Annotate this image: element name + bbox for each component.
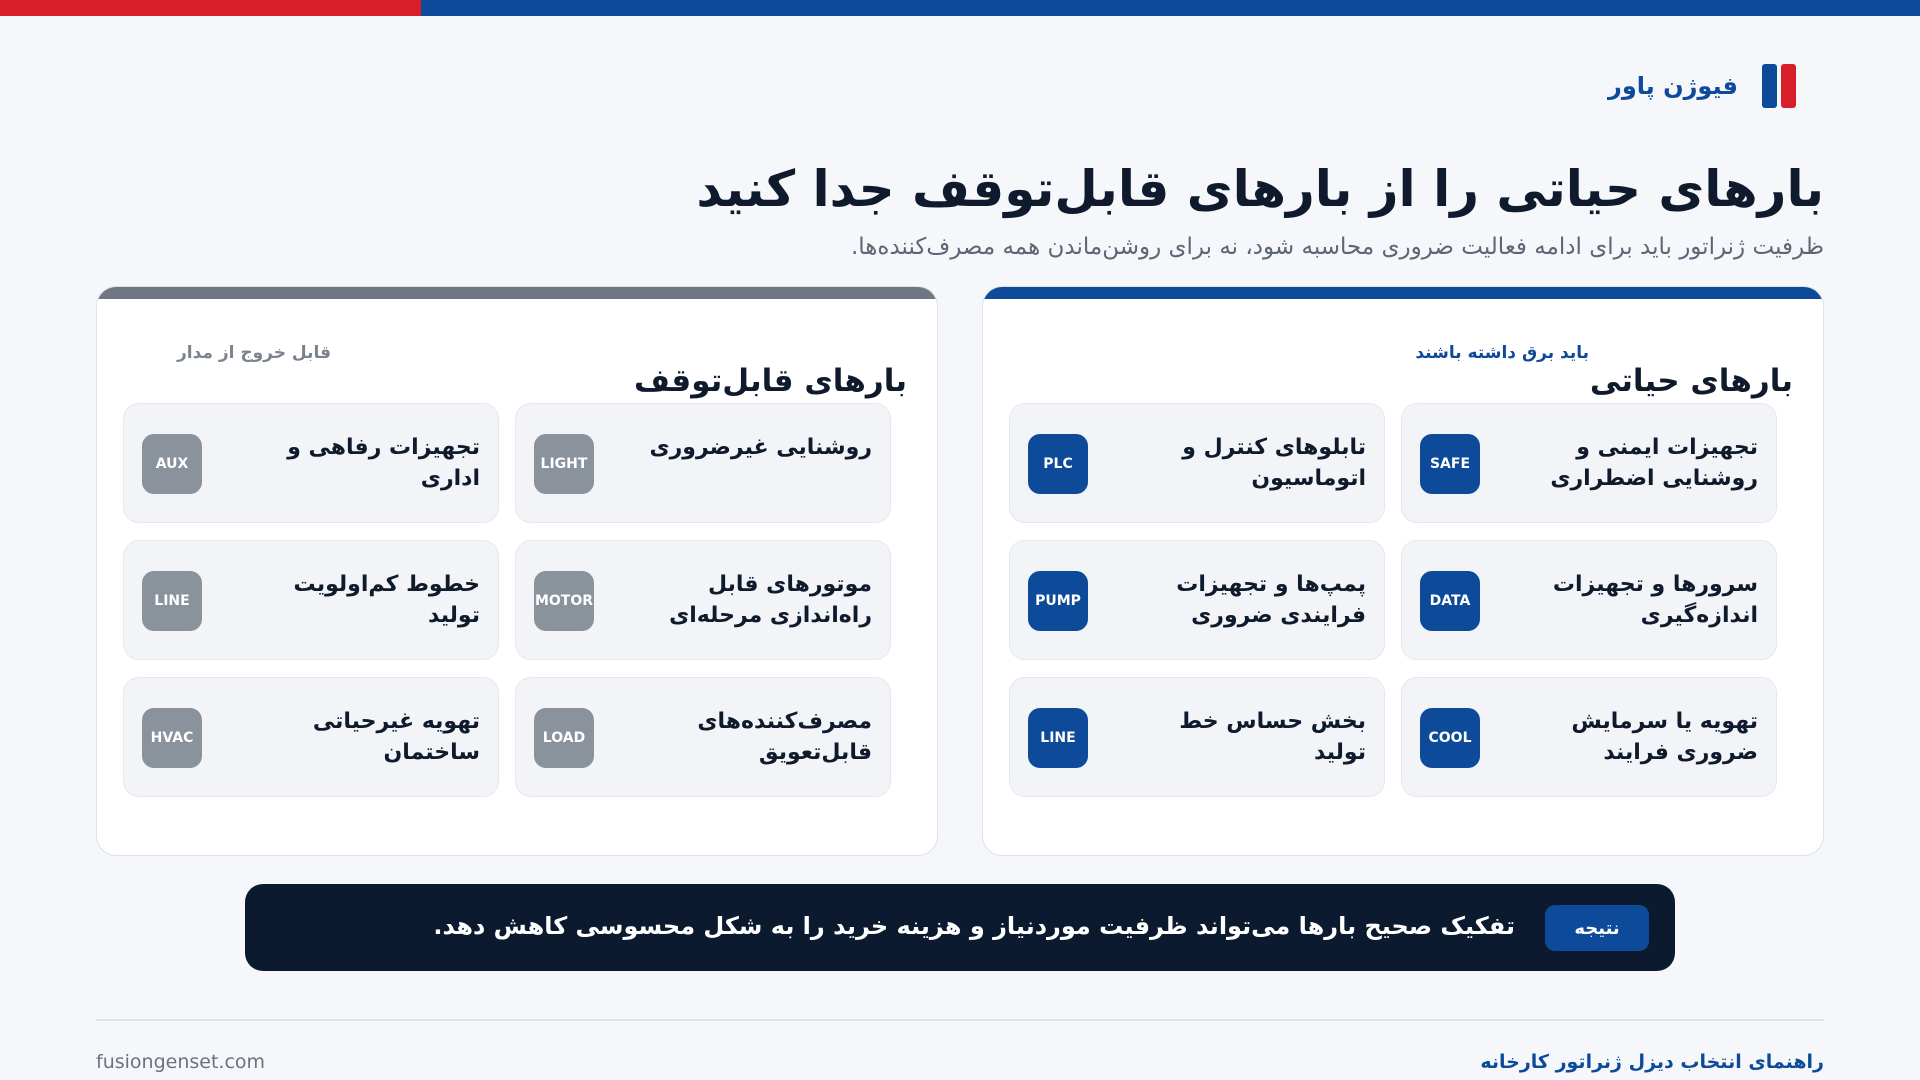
page-title: بارهای حیاتی را از بارهای قابل‌توقف جدا کنید xyxy=(696,160,1824,218)
load-label: روشنایی غیرضروری xyxy=(649,435,872,460)
load-card xyxy=(1401,403,1777,523)
load-label: تجهیزات ایمنی و روشنایی اضطراری xyxy=(1550,435,1758,491)
load-label: پمپ‌ها و تجهیزات فرایندی ضروری xyxy=(1176,572,1366,628)
load-label: مصرف‌کننده‌های قابل‌تعویق xyxy=(697,709,872,765)
load-grid xyxy=(123,403,891,797)
load-card xyxy=(1009,677,1385,797)
load-card xyxy=(1009,540,1385,660)
load-badge: HVAC xyxy=(142,708,202,768)
load-card xyxy=(1009,403,1385,523)
panel-tag: باید برق داشته باشند xyxy=(1415,343,1589,363)
load-badge: MOTOR xyxy=(534,571,594,631)
panel-title: بارهای قابل‌توقف xyxy=(633,363,907,399)
load-card xyxy=(1401,540,1777,660)
top-accent-red xyxy=(0,0,421,16)
load-badge: SAFE xyxy=(1420,434,1480,494)
load-badge: AUX xyxy=(142,434,202,494)
load-badge: LOAD xyxy=(534,708,594,768)
load-card xyxy=(515,403,891,523)
load-badge: PLC xyxy=(1028,434,1088,494)
load-badge: LINE xyxy=(1028,708,1088,768)
load-label: بخش حساس خط تولید xyxy=(1179,709,1366,765)
load-card xyxy=(1401,677,1777,797)
footer-guide-title: راهنمای انتخاب دیزل ژنراتور کارخانه xyxy=(1480,1051,1824,1073)
result-text: تفکیک صحیح بارها می‌تواند ظرفیت موردنیاز و هزینه خرید را به شکل محسوسی کاهش دهد. xyxy=(433,912,1515,940)
footer-divider xyxy=(96,1019,1824,1021)
top-accent-bar xyxy=(0,0,1920,16)
panel-accent-bar xyxy=(97,287,937,299)
load-badge: PUMP xyxy=(1028,571,1088,631)
load-card xyxy=(123,677,499,797)
top-accent-blue xyxy=(421,0,1920,16)
brand xyxy=(1608,64,1796,108)
result-banner xyxy=(245,884,1675,971)
load-card xyxy=(123,403,499,523)
flag-icon xyxy=(1762,64,1796,108)
load-label: خطوط کم‌اولویت تولید xyxy=(293,572,480,628)
load-label: تهویه یا سرمایش ضروری فرایند xyxy=(1571,709,1758,765)
page-subtitle: ظرفیت ژنراتور باید برای ادامه فعالیت ضروری محاسبه شود، نه برای روشن‌ماندن همه مصرف‌کننده‌ها. xyxy=(850,234,1824,260)
panel-title: بارهای حیاتی xyxy=(1589,363,1793,399)
load-card xyxy=(515,540,891,660)
load-card xyxy=(515,677,891,797)
load-label: تجهیزات رفاهی و اداری xyxy=(287,435,480,491)
vital-loads-panel xyxy=(982,286,1824,856)
panel-tag: قابل خروج از مدار xyxy=(176,343,331,363)
brand-name: فیوژن پاور xyxy=(1608,72,1738,100)
load-label: تهویه غیرحیاتی ساختمان xyxy=(312,709,480,765)
load-badge: LIGHT xyxy=(534,434,594,494)
load-label: تابلوهای کنترل و اتوماسیون xyxy=(1182,435,1366,491)
load-grid xyxy=(1009,403,1777,797)
load-badge: COOL xyxy=(1420,708,1480,768)
sheddable-loads-panel xyxy=(96,286,938,856)
load-card xyxy=(123,540,499,660)
load-label: سرورها و تجهیزات اندازه‌گیری xyxy=(1552,572,1758,628)
load-label: موتورهای قابل راه‌اندازی مرحله‌ای xyxy=(669,572,872,628)
result-pill: نتیجه xyxy=(1545,905,1649,951)
load-badge: LINE xyxy=(142,571,202,631)
footer-site-link[interactable]: fusiongenset.com xyxy=(96,1051,266,1073)
panel-accent-bar xyxy=(983,287,1823,299)
load-badge: DATA xyxy=(1420,571,1480,631)
